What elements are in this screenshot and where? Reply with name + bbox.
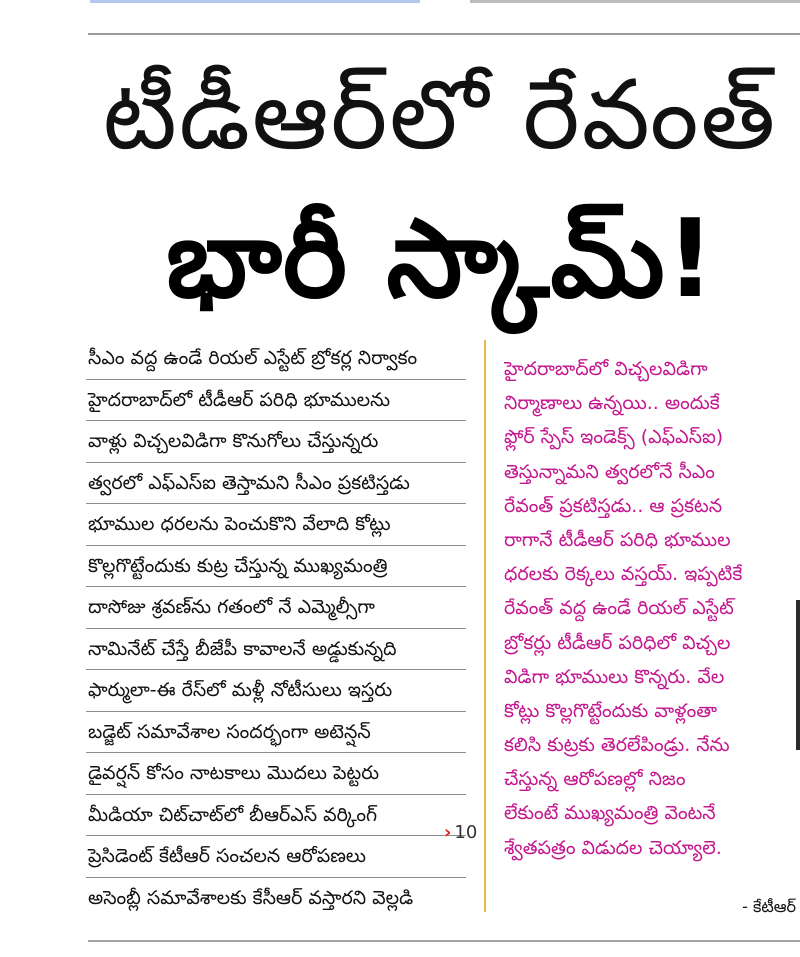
summary-bullet: నామినేట్ చేస్తే బీజేపీ కావాలనే అడ్డుకున్నది <box>86 629 466 671</box>
adjacent-column-edge <box>796 600 800 750</box>
summary-bullet: భూముల ధరలను పెంచుకొని వేలాది కోట్లు <box>86 504 466 546</box>
header-rule <box>88 33 800 35</box>
quote-line: హైదరాబాద్‌లో విచ్చలవిడిగా <box>504 358 708 380</box>
summary-bullet: దాసోజు శ్రవణ్‌ను గతంలో నే ఎమ్మెల్సీగా <box>86 587 466 629</box>
quote-line: ఫ్లోర్ స్పేస్ ఇండెక్స్ (ఎఫ్ఎస్ఐ) <box>504 426 724 449</box>
summary-bullet: డైవర్షన్ కోసం నాటకాలు మొదలు పెట్టరు <box>86 753 466 795</box>
summary-bullet: సీఎం వద్ద ఉండే రియల్ ఎస్టేట్ బ్రోకర్ల నిర్వాకం <box>86 338 466 380</box>
quote-line: శ్వేతపత్రం విడుదల చెయ్యాలె. <box>504 836 722 859</box>
summary-bullet: మీడియా చిట్‌చాట్‌లో బీఆర్ఎస్ వర్కింగ్ <box>86 795 466 837</box>
headline-line-1: టీడీఆర్‌లో రేవంత్ <box>102 59 778 171</box>
summary-bullet: ప్రెసిడెంట్ కేటీఆర్ సంచలన ఆరోపణలు <box>86 836 466 878</box>
summary-bullet: బడ్జెట్ సమావేశాల సందర్భంగా అటెన్షన్ <box>86 712 466 754</box>
quote-line: లేకుంటే ముఖ్యమంత్రి వెంటనే <box>504 802 716 825</box>
quote-line: నిర్మాణాలు ఉన్నయి.. అందుకే <box>504 392 720 415</box>
quote-line: కోట్లు కొల్లగొట్టేందుకు వాళ్లంతా <box>504 699 717 722</box>
quote-line: బ్రోకర్లు టీడీఆర్ పరిధిలో విచ్చల <box>504 631 731 654</box>
summary-bullet: ఫార్ములా-ఈ రేస్‌లో మళ్లీ నోటీసులు ఇస్తరు <box>86 670 466 712</box>
quote-line: రేవంత్ వద్ద ఉండే రియల్ ఎస్టేట్ <box>504 597 734 620</box>
top-rule <box>90 0 790 6</box>
quote-line: చేస్తున్న ఆరోపణల్లో నిజం <box>504 768 686 791</box>
summary-bullet: కొల్లగొట్టేందుకు కుట్ర చేస్తున్న ముఖ్యమంత్రి <box>86 546 466 588</box>
quote-line: తెస్తున్నామని త్వరలోనే సీఎం <box>504 460 715 483</box>
quote-line: విడిగా భూములు కొన్నరు. వేల <box>504 665 725 688</box>
continued-page-reference <box>444 820 488 846</box>
summary-bullet: హైదరాబాద్‌లో టీడీఆర్ పరిధి భూములను <box>86 380 466 422</box>
summary-bullet: అసెంబ్లీ సమావేశాలకు కేసీఆర్ వస్తారని వెల్లడి <box>88 886 414 909</box>
summary-bullet: వాళ్లు విచ్చలవిడిగా కొనుగోలు చేస్తున్నరు <box>86 421 466 463</box>
summary-bullets <box>86 338 466 918</box>
quote-author: - కేటీఆర్ <box>742 897 796 916</box>
page-number: 10 <box>454 822 478 843</box>
quote-text <box>504 352 792 865</box>
quote-line: రాగానే టీడీఆర్ పరిధి భూముల <box>504 528 731 551</box>
quote-line: రేవంత్ ప్రకటిస్తడు.. ఆ ప్రకటన <box>504 494 723 517</box>
footer-rule <box>88 940 800 942</box>
quote-line: కలిసి కుట్రకు తెరలేపిండ్రు. నేను <box>504 734 730 757</box>
headline-line-2: భారీ స్కామ్! <box>166 197 716 322</box>
quote-line: ధరలకు రెక్కలు వస్తయ్. ఇప్పటికే <box>504 563 743 586</box>
chevron-right-icon: › <box>444 822 452 843</box>
summary-bullet: త్వరలో ఎఫ్ఎస్ఐ తెస్తామని సీఎం ప్రకటిస్తడు <box>86 463 466 505</box>
